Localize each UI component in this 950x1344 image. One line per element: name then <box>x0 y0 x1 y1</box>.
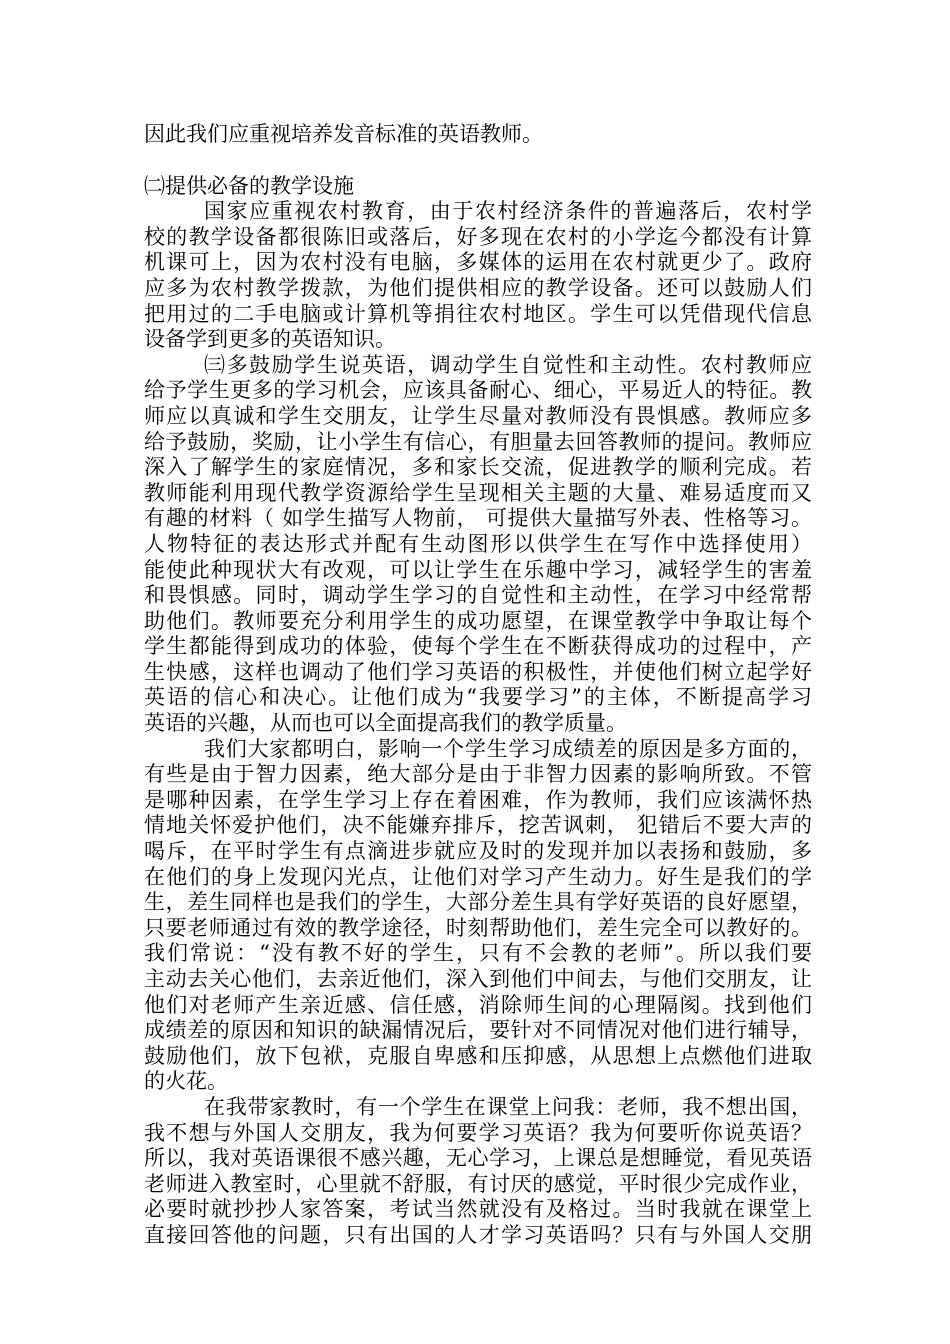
text-line: 校的教学设备都很陈旧或落后，好多现在农村的小学迄今都没有计算 <box>144 224 812 249</box>
text-line: 情地关怀爱护他们，决不能嫌弃排斥，挖苦讽刺， 犯错后不要大声的 <box>144 813 812 838</box>
text-line: 应多为农村教学拨款，为他们提供相应的教学设备。还可以鼓励人们 <box>144 275 812 300</box>
text-line: ㈢多鼓励学生说英语，调动学生自觉性和主动性。农村教师应 <box>204 352 812 377</box>
text-line: 人物特征的表达形式并配有生动图形以供学生在写作中选择使用） <box>144 531 812 556</box>
text-line: 我们大家都明白，影响一个学生学习成绩差的原因是多方面的， <box>204 736 812 761</box>
section-heading-facilities <box>144 174 812 200</box>
text-line: 老师进入教室时，心里就不舒服，有讨厌的感觉，平时很少完成作业， <box>144 1171 812 1196</box>
text-line: 只要老师通过有效的教学途径，时刻帮助他们，差生完全可以教好的。 <box>144 915 812 940</box>
text-line: 在我带家教时，有一个学生在课堂上问我：老师，我不想出国， <box>204 1094 812 1119</box>
text-line: 和畏惧感。同时，调动学生学习的自觉性和主动性，在学习中经常帮 <box>144 583 812 608</box>
text-line: 助他们。教师要充分利用学生的成功愿望，在课堂教学中争取让每个 <box>144 608 812 633</box>
paragraph-conclusion <box>144 122 812 148</box>
paragraph-facilities <box>144 199 812 353</box>
text-line: 成绩差的原因和知识的缺漏情况后，要针对不同情况对他们进行辅导， <box>144 1018 812 1043</box>
text-line: 所以，我对英语课很不感兴趣，无心学习，上课总是想睡觉，看见英语 <box>144 1146 812 1171</box>
text-line: 英语的信心和决心。让他们成为“我要学习”的主体，不断提高学习 <box>144 685 812 710</box>
text-line: 设备学到更多的英语知识。 <box>144 327 396 352</box>
text-line: 能使此种现状大有改观，可以让学生在乐趣中学习，减轻学生的害羞 <box>144 557 812 582</box>
text-line: 有趣的材料（ 如学生描写人物前， 可提供大量描写外表、性格等习。 <box>144 506 812 531</box>
text-line: 我不想与外国人交朋友，我为何要学习英语？我为何要听你说英语？ <box>144 1120 812 1145</box>
document-page <box>144 122 812 1249</box>
text-line: 是哪种因素，在学生学习上存在着困难，作为教师，我们应该满怀热 <box>144 787 812 812</box>
text-line: 英语的兴趣，从而也可以全面提高我们的教学质量。 <box>144 711 627 736</box>
text-line: 生，差生同样也是我们的学生，大部分差生具有学好英语的良好愿望， <box>144 890 812 915</box>
paragraph-encourage-speaking <box>144 353 812 737</box>
text-line: 的火花。 <box>144 1069 228 1094</box>
text-line: 教师能利用现代教学资源给学生呈现相关主题的大量、难易适度而又 <box>144 480 812 505</box>
text-line: 机课可上，因为农村没有电脑，多媒体的运用在农村就更少了。政府 <box>144 250 812 275</box>
text-line: 喝斥，在平时学生有点滴进步就应及时的发现并加以表扬和鼓励，多 <box>144 839 812 864</box>
text-line: 师应以真诚和学生交朋友，让学生尽量对教师没有畏惧感。教师应多 <box>144 403 812 428</box>
text-line: 因此我们应重视培养发音标准的英语教师。 <box>144 122 543 146</box>
text-line: 必要时就抄抄人家答案，考试当然就没有及格过。当时我就在课堂上 <box>144 1197 812 1222</box>
text-line: 生快感，这样也调动了他们学习英语的积极性，并使他们树立起学好 <box>144 659 812 684</box>
paragraph-poor-students <box>144 737 812 1095</box>
paragraph-gap <box>144 148 812 174</box>
text-line: 他们对老师产生亲近感、信任感，消除师生间的心理隔阂。找到他们 <box>144 992 812 1017</box>
text-line: 我们常说：“没有教不好的学生，只有不会教的老师”。所以我们要 <box>144 941 812 966</box>
text-line: 把用过的二手电脑或计算机等捐往农村地区。学生可以凭借现代信息 <box>144 301 812 326</box>
text-line: 在他们的身上发现闪光点，让他们对学习产生动力。好生是我们的学 <box>144 864 812 889</box>
text-line: 直接回答他的问题，只有出国的人才学习英语吗？只有与外国人交朋 <box>144 1222 812 1247</box>
text-line: 给予鼓励，奖励，让小学生有信心，有胆量去回答教师的提问。教师应 <box>144 429 812 454</box>
text-line: 有些是由于智力因素，绝大部分是由于非智力因素的影响所致。不管 <box>144 762 812 787</box>
text-line: 主动去关心他们，去亲近他们，深入到他们中间去，与他们交朋友，让 <box>144 967 812 991</box>
paragraph-tutoring-story <box>144 1095 812 1249</box>
text-line: 鼓励他们，放下包袱，克服自卑感和压抑感，从思想上点燃他们进取 <box>144 1043 812 1068</box>
section-heading: ㈡提供必备的教学设施 <box>144 173 354 198</box>
text-line: 给予学生更多的学习机会，应该具备耐心、细心，平易近人的特征。教 <box>144 378 812 403</box>
text-line: 深入了解学生的家庭情况，多和家长交流，促进教学的顺利完成。若 <box>144 455 812 480</box>
text-line: 学生都能得到成功的体验，使每个学生在不断获得成功的过程中，产 <box>144 634 812 659</box>
text-line: 国家应重视农村教育，由于农村经济条件的普遍落后，农村学 <box>204 199 812 224</box>
